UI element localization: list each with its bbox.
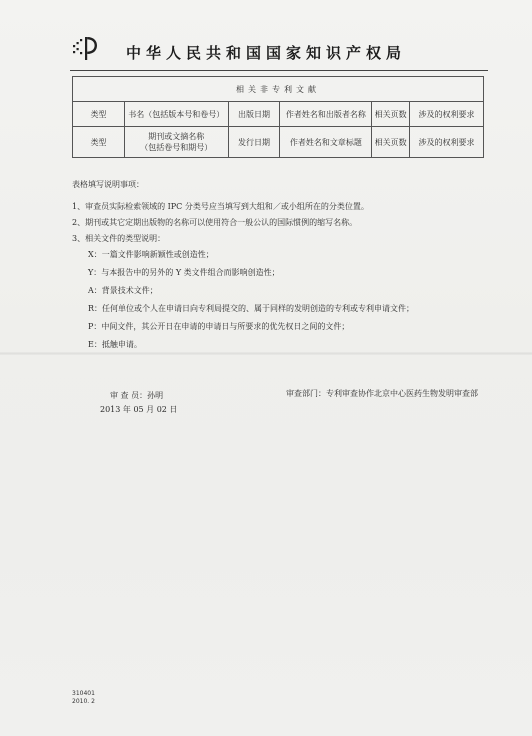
type-item: P：中间文件，其公开日在申请的申请日与所要求的优先权日之间的文件； [88,322,350,331]
cell-source-line1: 期刊或文摘名称 [148,132,205,141]
cell-date: 发行日期 [228,127,280,158]
form-version: 2010. 2 [72,698,95,705]
table-row [73,127,484,158]
table-title: 相关非专利文献 [73,77,484,102]
report-date: 2013 年 05 月 02 日 [100,405,178,414]
cell-pages: 相关页数 [372,102,410,127]
cell-type: 类型 [73,102,125,127]
cell-claims: 涉及的权利要求 [410,102,484,127]
type-item: X：一篇文件影响新颖性或创造性； [88,250,214,259]
form-code [72,690,95,706]
cell-date: 出版日期 [228,102,280,127]
office-name: 中华人民共和国国家知识产权局 [126,44,407,62]
cell-author: 作者姓名和出版者名称 [280,102,372,127]
filling-notes [72,179,414,356]
cell-source-line2: （包括卷号和期号） [140,143,213,152]
cell-source: 书名（包括版本号和卷号） [124,102,228,127]
cell-pages: 相关页数 [372,127,410,158]
type-item: Y：与本报告中的另外的 Y 类文件组合而影响创造性； [88,268,280,277]
type-item: A：背景技术文件； [88,286,158,295]
table-row [73,102,484,127]
examiner-name: 审 查 员：孙明 [110,391,164,400]
cell-author: 作者姓名和文章标题 [280,127,372,158]
note-item: 2、期刊或其它定期出版物的名称可以使用符合一般公认的国际惯例的缩写名称。 [72,218,358,227]
cnipa-logo-icon [70,33,100,63]
non-patent-literature-table [72,76,484,158]
cell-type: 类型 [73,127,125,158]
cell-source [124,127,228,158]
note-item: 1、审查员实际检索领域的 IPC 分类号应当填写到大组和／或小组所在的分类位置。 [72,202,369,211]
header-rule [70,70,488,71]
note-item: 3、相关文件的类型说明： [72,234,166,243]
type-item: R：任何单位或个人在申请日向专利局提交的、属于同样的发明创造的专利或专利申请文件； [88,304,415,313]
notes-title: 表格填写说明事项： [72,180,144,189]
examination-department: 审查部门：专利审查协作北京中心医药生物发明审查部 [286,389,478,398]
type-item: E：抵触申请。 [88,340,142,349]
form-number: 310401 [72,690,95,697]
cell-claims: 涉及的权利要求 [410,127,484,158]
